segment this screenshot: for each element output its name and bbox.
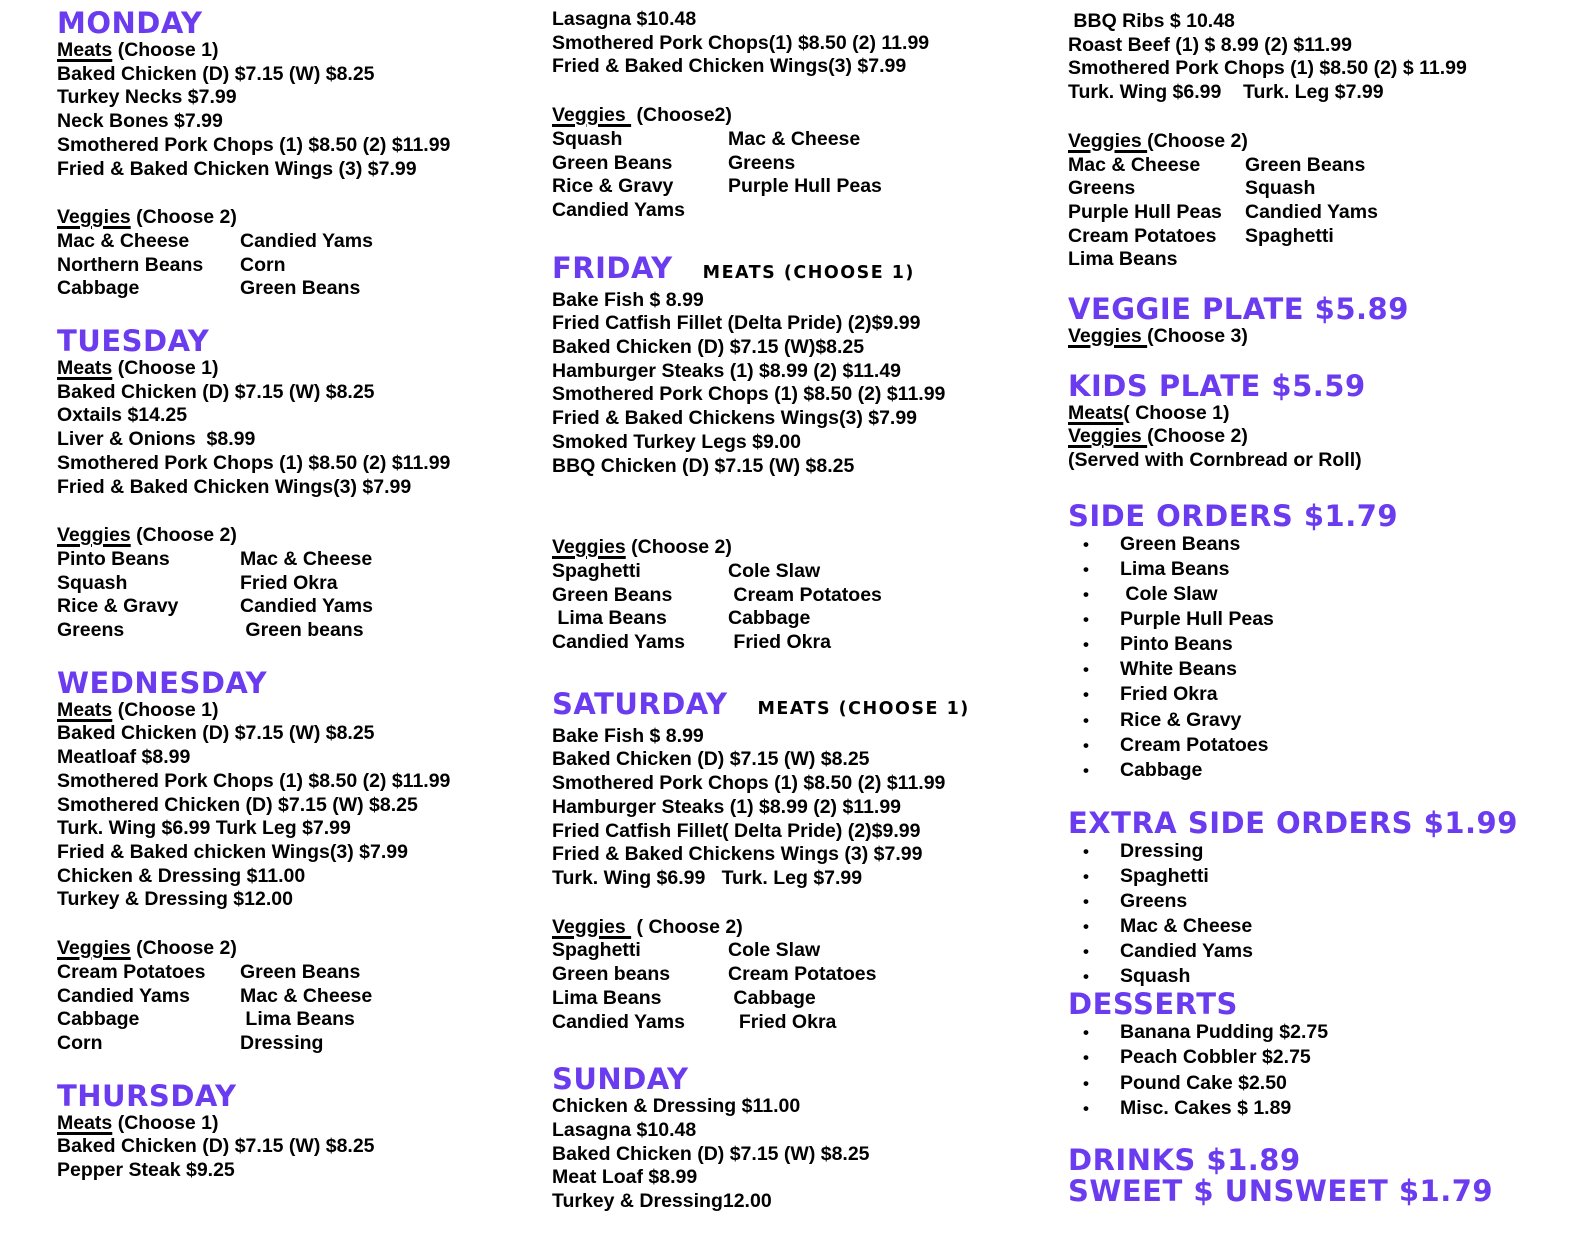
menu-item-line: Chicken & Dressing $11.00 <box>57 864 306 887</box>
bullet-icon: • <box>1083 610 1089 630</box>
bullet-list-item <box>1068 914 1583 939</box>
bullet-icon: • <box>1083 891 1089 911</box>
day-heading <box>1068 989 1583 1020</box>
bullet-list-item <box>1068 557 1583 582</box>
bullet-item-text: Greens <box>1120 889 1188 912</box>
bullet-icon: • <box>1083 942 1089 962</box>
day-heading <box>57 1078 543 1113</box>
veggie-left: Spaghetti <box>552 559 641 582</box>
spacer <box>57 301 543 326</box>
menu-item-line: Bake Fish $ 8.99 <box>552 288 704 311</box>
day-heading <box>1068 498 1583 533</box>
bullet-list-item <box>1068 632 1583 657</box>
veggie-right: Green beans <box>240 619 364 642</box>
subheading-rest: (Choose 2) <box>130 206 237 229</box>
spacer <box>1068 105 1583 130</box>
menu-item-line: Lasagna $10.48 <box>552 8 697 30</box>
spacer <box>1068 473 1583 501</box>
bullet-list-item <box>1068 1045 1583 1070</box>
meats-choose-label: MEATS (CHOOSE 1) <box>702 262 915 283</box>
bullet-list-item <box>1068 607 1583 632</box>
section-subheading <box>552 536 1057 560</box>
menu-item-line: Turkey & Dressing12.00 <box>552 1190 772 1213</box>
veggie-pair-row <box>57 619 543 643</box>
spacer <box>1068 1121 1583 1145</box>
spacer <box>1068 783 1583 808</box>
bullet-list-item <box>1068 939 1583 964</box>
veggie-pair-row <box>1068 248 1583 272</box>
day-heading-text: SATURDAY <box>552 686 728 721</box>
day-heading <box>552 250 1057 289</box>
menu-item-line: Smothered Pork Chops (1) $8.50 (2) $ 11.99 <box>1068 57 1467 80</box>
bullet-icon: • <box>1083 559 1089 579</box>
veggie-pair-row <box>57 548 543 572</box>
menu-item-line: Baked Chicken (D) $7.15 (W) $8.25 <box>552 1142 870 1165</box>
subheading-rest: (Choose 1) <box>112 357 219 380</box>
veggie-right: Fried Okra <box>728 631 831 654</box>
menu-item-line: Meatloaf $8.99 <box>57 746 191 769</box>
bullet-item-text: Candied Yams <box>1120 940 1253 963</box>
menu-item-line: Turk. Wing $6.99 Turk. Leg $7.99 <box>1068 81 1384 104</box>
section-subheading <box>57 937 543 961</box>
veggie-left: Lima Beans <box>1068 248 1178 271</box>
menu-column-2 <box>552 0 1057 1214</box>
subheading-underlined-word: Meats <box>1068 401 1124 424</box>
menu-item-line: Smothered Pork Chops (1) $8.50 (2) $11.99 <box>57 769 451 792</box>
day-heading-text: KIDS PLATE $5.59 <box>1068 368 1366 403</box>
day-heading <box>1068 1173 1583 1208</box>
veggie-right: Green Beans <box>1245 153 1366 176</box>
menu-item-line: Smothered Pork Chops (1) $8.50 (2) $11.99 <box>552 772 946 795</box>
subheading-underlined-word: Veggies <box>1068 325 1148 348</box>
veggie-left: Cabbage <box>57 277 140 300</box>
veggie-right: Mac & Cheese <box>240 547 373 570</box>
bullet-icon: • <box>1083 917 1089 937</box>
bullet-list-item <box>1068 582 1583 607</box>
veggie-right: Green Beans <box>240 960 361 983</box>
veggie-pair-row <box>552 631 1057 655</box>
section-subheading <box>57 1112 543 1136</box>
bullet-list-item <box>1068 1071 1583 1096</box>
bullet-list-item <box>1068 889 1583 914</box>
bullet-item-text: Pinto Beans <box>1120 633 1233 656</box>
subheading-underlined-word: Meats <box>57 357 113 380</box>
bullet-icon: • <box>1083 685 1089 705</box>
veggie-left: Lima Beans <box>552 607 667 630</box>
bullet-list-item <box>1068 1096 1583 1121</box>
bullet-item-text: Mac & Cheese <box>1120 915 1253 938</box>
bullet-list-item <box>1068 708 1583 733</box>
subheading-underlined-word: Veggies <box>1068 129 1148 152</box>
menu-item-line: Fried & Baked Chicken Wings (3) $7.99 <box>57 157 417 180</box>
bullet-icon: • <box>1083 760 1089 780</box>
subheading-rest: (Choose 2) <box>1147 425 1248 448</box>
menu-item-line: Neck Bones $7.99 <box>57 110 223 133</box>
spacer <box>57 912 543 937</box>
day-heading-text: VEGGIE PLATE $5.89 <box>1068 292 1409 327</box>
veggie-right: Candied Yams <box>240 595 373 618</box>
veggie-pair-row <box>57 595 543 619</box>
subheading-underlined-word: Veggies <box>552 915 632 938</box>
spacer <box>552 79 1057 104</box>
veggie-right: Cole Slaw <box>728 939 821 962</box>
day-heading-text: DESSERTS <box>1068 987 1238 1022</box>
menu-column-1 <box>57 0 543 1183</box>
subheading-rest: (Choose 2) <box>1147 129 1248 152</box>
veggie-pair-row <box>57 254 543 278</box>
bullet-list-item <box>1068 733 1583 758</box>
day-heading <box>1068 294 1583 325</box>
menu-item-line: Baked Chicken (D) $7.15 (W) $8.25 <box>57 722 375 745</box>
menu-item-line: Turkey Necks $7.99 <box>57 86 237 109</box>
day-heading-text: SIDE ORDERS $1.79 <box>1068 498 1399 533</box>
bullet-icon: • <box>1083 1048 1089 1068</box>
day-heading <box>57 665 543 700</box>
veggie-pair-row <box>57 230 543 254</box>
veggie-pair-row <box>57 961 543 985</box>
veggie-left: Purple Hull Peas <box>1068 200 1222 223</box>
spacer <box>552 891 1057 916</box>
subheading-underlined-word: Veggies <box>1068 425 1148 448</box>
menu-item-line: Liver & Onions $8.99 <box>57 428 256 451</box>
bullet-item-text: Green Beans <box>1120 532 1241 555</box>
menu-item-line: Baked Chicken (D) $7.15 (W) $8.25 <box>57 380 375 403</box>
section-subheading <box>1068 402 1583 426</box>
veggie-pair-row <box>57 277 543 301</box>
veggie-left: Rice & Gravy <box>57 595 179 618</box>
bullet-icon: • <box>1083 841 1089 861</box>
day-heading-text: MONDAY <box>57 6 203 40</box>
veggie-left: Mac & Cheese <box>57 229 190 252</box>
subheading-underlined-word: Meats <box>57 698 113 721</box>
bullet-item-text: Squash <box>1120 965 1191 988</box>
menu-item-line: Baked Chicken (D) $7.15 (W) $8.25 <box>57 1135 375 1158</box>
bullet-item-text: Cabbage <box>1120 758 1203 781</box>
bullet-item-text: Fried Okra <box>1120 683 1218 706</box>
veggie-pair-row <box>1068 225 1583 249</box>
veggie-pair-row <box>57 1008 543 1032</box>
menu-item-line: Bake Fish $ 8.99 <box>552 724 704 747</box>
bullet-item-text: Cole Slaw <box>1120 583 1218 606</box>
meats-choose-label: MEATS (CHOOSE 1) <box>757 698 970 719</box>
veggie-left: Candied Yams <box>552 1010 685 1033</box>
menu-item-line: Hamburger Steaks (1) $8.99 (2) $11.49 <box>552 359 902 382</box>
veggie-pair-row <box>552 560 1057 584</box>
bullet-icon: • <box>1083 534 1089 554</box>
bullet-icon: • <box>1083 967 1089 987</box>
veggie-right: Mac & Cheese <box>240 984 373 1007</box>
menu-item-line: Smothered Pork Chops(1) $8.50 (2) 11.99 <box>552 31 930 54</box>
veggie-right: Cole Slaw <box>728 559 821 582</box>
bullet-icon: • <box>1083 635 1089 655</box>
bullet-list-item <box>1068 758 1583 783</box>
menu-item-line: Smothered Pork Chops (1) $8.50 (2) $11.99 <box>552 383 946 406</box>
veggie-right: Mac & Cheese <box>728 127 861 150</box>
subheading-underlined-word: Veggies <box>57 524 131 547</box>
bullet-item-text: Banana Pudding $2.75 <box>1120 1021 1329 1044</box>
section-subheading <box>1068 130 1583 154</box>
bullet-list-item <box>1068 532 1583 557</box>
menu-item-line: Fried & Baked Chicken Wings(3) $7.99 <box>57 475 412 498</box>
section-subheading <box>1068 325 1583 349</box>
section-subheading <box>57 39 543 63</box>
day-heading-text: THURSDAY <box>57 1078 237 1113</box>
subheading-rest: ( Choose 1) <box>1123 401 1230 424</box>
veggie-pair-row <box>1068 201 1583 225</box>
menu-item-line: Smoked Turkey Legs $9.00 <box>552 430 801 453</box>
bullet-icon: • <box>1083 866 1089 886</box>
veggie-left: Cabbage <box>57 1008 140 1031</box>
veggie-right: Greens <box>728 151 796 174</box>
bullet-item-text: Spaghetti <box>1120 864 1209 887</box>
veggie-left: Green Beans <box>552 583 673 606</box>
veggie-right: Lima Beans <box>240 1008 355 1031</box>
bullet-item-text: Rice & Gravy <box>1120 708 1242 731</box>
veggie-right: Green Beans <box>240 277 361 300</box>
bullet-icon: • <box>1083 585 1089 605</box>
veggie-left: Cream Potatoes <box>57 960 206 983</box>
menu-item-line: Baked Chicken (D) $7.15 (W) $8.25 <box>57 62 375 85</box>
bullet-icon: • <box>1083 710 1089 730</box>
menu-item-line: Fried & Baked Chickens Wings (3) $7.99 <box>552 843 923 866</box>
bullet-item-text: Misc. Cakes $ 1.89 <box>1120 1096 1292 1119</box>
veggie-left: Greens <box>57 619 125 642</box>
subheading-underlined-word: Veggies <box>552 104 632 127</box>
bullet-list-item <box>1068 682 1583 707</box>
subheading-underlined-word: Veggies <box>57 937 131 960</box>
section-subheading <box>57 357 543 381</box>
bullet-list-item <box>1068 964 1583 989</box>
subheading-underlined-word: Meats <box>57 1111 113 1134</box>
day-heading <box>552 686 1057 725</box>
bullet-icon: • <box>1083 1023 1089 1043</box>
veggie-pair-row <box>552 152 1057 176</box>
subheading-rest: ( Choose 2) <box>631 915 743 938</box>
veggie-left: Candied Yams <box>57 984 190 1007</box>
menu-item-line: Baked Chicken (D) $7.15 (W) $8.25 <box>552 748 870 771</box>
spacer <box>57 499 543 524</box>
veggie-right: Fried Okra <box>240 571 338 594</box>
subheading-rest: (Choose 2) <box>130 937 237 960</box>
menu-item-line: Lasagna $10.48 <box>552 1118 697 1141</box>
menu-item-line: Smothered Pork Chops (1) $8.50 (2) $11.99 <box>57 133 451 156</box>
veggie-right: Fried Okra <box>728 1010 837 1033</box>
bullet-icon: • <box>1083 660 1089 680</box>
menu-item-line: Hamburger Steaks (1) $8.99 (2) $11.99 <box>552 795 902 818</box>
veggie-right: Candied Yams <box>240 229 373 252</box>
menu-item-line: Chicken & Dressing $11.00 <box>552 1095 801 1118</box>
veggie-left: Green Beans <box>552 151 673 174</box>
subheading-underlined-word: Meats <box>57 39 113 61</box>
menu-item-line: (Served with Cornbread or Roll) <box>1068 449 1362 472</box>
veggie-left: Candied Yams <box>552 631 685 654</box>
bullet-list-item <box>1068 839 1583 864</box>
veggie-pair-row <box>57 572 543 596</box>
veggie-left: Green beans <box>552 963 671 986</box>
spacer <box>552 655 1057 689</box>
subheading-underlined-word: Veggies <box>57 206 131 229</box>
menu-item-line: Fried Catfish Fillet( Delta Pride) (2)$9.99 <box>552 819 921 842</box>
subheading-underlined-word: Veggies <box>552 536 626 559</box>
veggie-right: Cabbage <box>728 986 816 1009</box>
spacer <box>552 223 1057 253</box>
veggie-pair-row <box>552 963 1057 987</box>
veggie-left: Squash <box>57 571 128 594</box>
veggie-right: Cabbage <box>728 607 811 630</box>
section-subheading <box>57 699 543 723</box>
day-heading <box>1068 368 1583 403</box>
bullet-item-text: White Beans <box>1120 658 1238 681</box>
menu-item-line: BBQ Ribs $ 10.48 <box>1068 10 1235 32</box>
veggie-pair-row <box>552 175 1057 199</box>
menu-item-line: Turkey & Dressing $12.00 <box>57 888 293 911</box>
menu-item-line: Meat Loaf $8.99 <box>552 1166 698 1189</box>
day-heading-text: FRIDAY <box>552 250 673 285</box>
spacer <box>1068 349 1583 371</box>
subheading-rest: (Choose 1) <box>112 698 219 721</box>
subheading-rest: (Choose 2) <box>625 536 732 559</box>
bullet-item-text: Pound Cake $2.50 <box>1120 1071 1287 1094</box>
spacer <box>57 181 543 206</box>
menu-item-line: Turk. Wing $6.99 Turk. Leg $7.99 <box>552 866 863 889</box>
bullet-list-item <box>1068 657 1583 682</box>
bullet-item-text: Dressing <box>1120 839 1204 862</box>
veggie-right: Corn <box>240 253 286 276</box>
veggie-left: Spaghetti <box>552 939 641 962</box>
menu-item-line: Fried & Baked chicken Wings(3) $7.99 <box>57 840 408 863</box>
bullet-icon: • <box>1083 1098 1089 1118</box>
menu-item-line: Baked Chicken (D) $7.15 (W)$8.25 <box>552 336 865 359</box>
section-subheading <box>552 104 1057 128</box>
menu-item-line: BBQ Chicken (D) $7.15 (W) $8.25 <box>552 454 855 477</box>
subheading-rest: (Choose 3) <box>1147 325 1248 348</box>
menu-column-3 <box>1068 0 1583 1207</box>
menu-item-line: Oxtails $14.25 <box>57 404 188 427</box>
spacer <box>57 1056 543 1081</box>
day-heading <box>552 1064 1057 1095</box>
menu-item-line: Turk. Wing $6.99 Turk Leg $7.99 <box>57 817 351 840</box>
subheading-rest: (Choose2) <box>631 104 732 127</box>
menu-item-line: Smothered Chicken (D) $7.15 (W) $8.25 <box>57 793 418 816</box>
day-heading-text: SWEET $ UNSWEET $1.79 <box>1068 1173 1494 1208</box>
menu-item-line: Roast Beef (1) $ 8.99 (2) $11.99 <box>1068 33 1352 56</box>
bullet-item-text: Lima Beans <box>1120 557 1230 580</box>
bullet-list-item <box>1068 864 1583 889</box>
veggie-left: Rice & Gravy <box>552 175 674 198</box>
day-heading <box>57 326 543 357</box>
veggie-left: Cream Potatoes <box>1068 224 1217 247</box>
veggie-left: Candied Yams <box>552 198 685 221</box>
veggie-left: Squash <box>552 127 623 150</box>
day-heading-text: EXTRA SIDE ORDERS $1.99 <box>1068 805 1518 840</box>
veggie-pair-row <box>552 1011 1057 1035</box>
menu-item-line: Pepper Steak $9.25 <box>57 1159 235 1182</box>
veggie-right: Spaghetti <box>1245 224 1334 247</box>
veggie-pair-row <box>1068 177 1583 201</box>
veggie-pair-row <box>57 985 543 1009</box>
spacer <box>57 643 543 668</box>
section-subheading <box>57 206 543 230</box>
veggie-left: Corn <box>57 1031 103 1054</box>
veggie-right: Squash <box>1245 177 1316 200</box>
bullet-list-item <box>1068 1020 1583 1045</box>
day-heading-text: SUNDAY <box>552 1062 689 1097</box>
spacer <box>1068 272 1583 294</box>
veggie-pair-row <box>552 128 1057 152</box>
day-heading-text: WEDNESDAY <box>57 665 268 700</box>
veggie-right: Cream Potatoes <box>728 583 882 606</box>
veggie-pair-row <box>57 1032 543 1056</box>
menu-item-line: Fried & Baked Chicken Wings(3) $7.99 <box>552 55 907 78</box>
menu-item-line: Fried & Baked Chickens Wings(3) $7.99 <box>552 407 918 430</box>
bullet-item-text: Cream Potatoes <box>1120 733 1269 756</box>
bullet-icon: • <box>1083 1073 1089 1093</box>
bullet-item-text: Peach Cobbler $2.75 <box>1120 1046 1311 1069</box>
veggie-left: Northern Beans <box>57 253 204 276</box>
veggie-right: Purple Hull Peas <box>728 175 882 198</box>
section-subheading <box>552 916 1057 940</box>
day-heading <box>57 8 543 39</box>
day-heading-text: TUESDAY <box>57 324 210 359</box>
veggie-pair-row <box>552 584 1057 608</box>
veggie-pair-row <box>552 939 1057 963</box>
bullet-icon: • <box>1083 735 1089 755</box>
subheading-rest: (Choose 2) <box>130 524 237 547</box>
veggie-left: Pinto Beans <box>57 547 170 570</box>
veggie-right: Dressing <box>240 1031 324 1054</box>
veggie-pair-row <box>552 607 1057 631</box>
subheading-rest: (Choose 1) <box>112 1111 219 1134</box>
veggie-left: Greens <box>1068 177 1136 200</box>
section-subheading <box>57 524 543 548</box>
day-heading <box>1068 805 1583 840</box>
veggie-pair-row <box>1068 154 1583 178</box>
veggie-pair-row <box>552 987 1057 1011</box>
veggie-left: Mac & Cheese <box>1068 153 1201 176</box>
menu-item-line: Fried Catfish Fillet (Delta Pride) (2)$9.99 <box>552 312 921 335</box>
bullet-item-text: Purple Hull Peas <box>1120 608 1274 631</box>
subheading-rest: (Choose 1) <box>112 39 219 61</box>
veggie-pair-row <box>552 199 1057 223</box>
veggie-left: Lima Beans <box>552 986 662 1009</box>
spacer <box>552 478 1057 536</box>
day-heading <box>1068 1142 1583 1177</box>
menu-item-line: Smothered Pork Chops (1) $8.50 (2) $11.99 <box>57 451 451 474</box>
section-subheading <box>1068 425 1583 449</box>
veggie-right: Cream Potatoes <box>728 963 877 986</box>
spacer <box>552 1034 1057 1064</box>
veggie-right: Candied Yams <box>1245 200 1378 223</box>
day-heading-text: DRINKS $1.89 <box>1068 1142 1301 1177</box>
